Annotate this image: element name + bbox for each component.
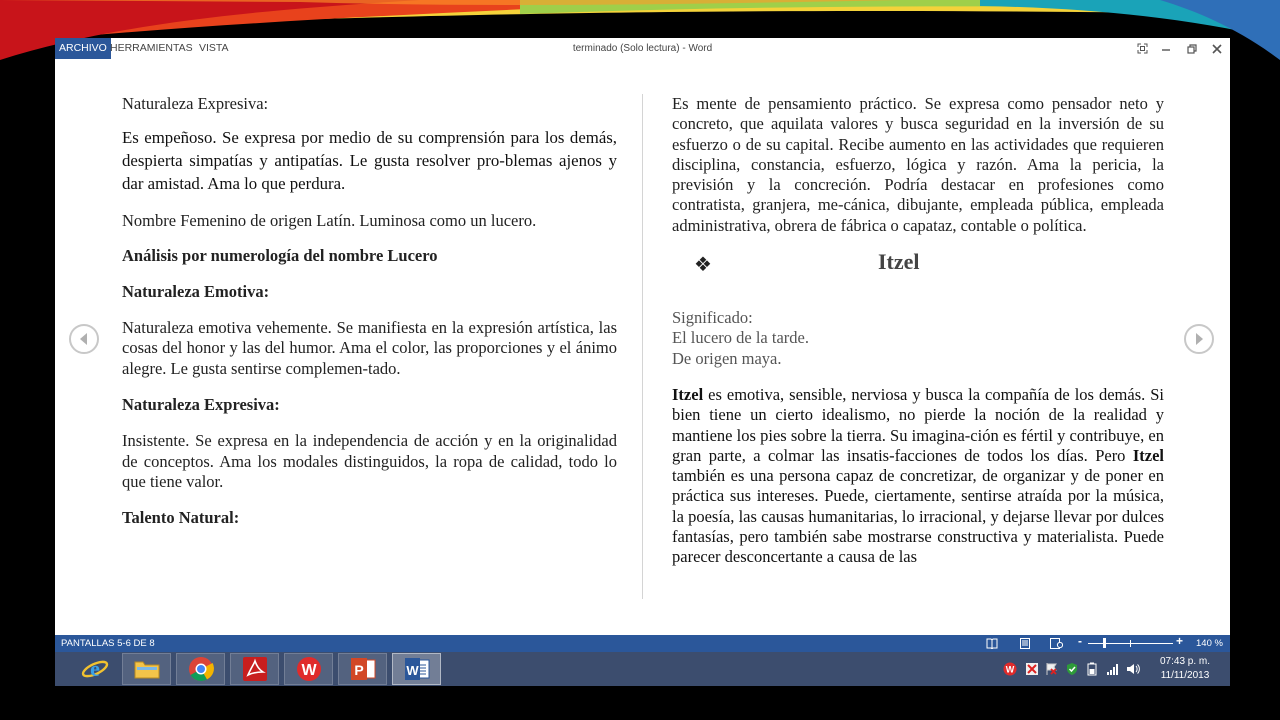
adobe-reader-icon: [242, 656, 268, 682]
paragraph-mente-practica: Es mente de pensamiento práctico. Se expresa como pensador neto y concreto, que aquilata valores y busca seguridad en la inversión de su esfuerzo o de su capital. Recibe aumento en las actividades que requieren disciplina, constancia, esfuerzo, lógica y razón. Ama la pericia, la previsión y la concreción. Podría destacar en profesiones como contratista, granjera, me-cánica, dibujante, empleada pública, empleada administrativa, obrera de fábrica o capataz, contable o política.: [672, 94, 1164, 235]
meaning-label: Significado:: [672, 308, 753, 328]
system-clock[interactable]: [1143, 655, 1227, 683]
heading-naturaleza-expresiva-2: Naturaleza Expresiva:: [122, 395, 280, 415]
name-bold-2: Itzel: [1132, 445, 1164, 465]
window-title-container: [55, 38, 1230, 59]
minimize-icon: [1161, 44, 1171, 54]
zoom-in-button[interactable]: +: [1176, 634, 1184, 648]
power-tray-icon[interactable]: [1085, 662, 1099, 676]
zoom-level[interactable]: 140 %: [1196, 638, 1223, 649]
clock-date: 11/11/2013: [1160, 670, 1210, 681]
name-bold-1: Itzel: [672, 384, 704, 404]
paragraph-emotiva-vehemente: Naturaleza emotiva vehemente. Se manifiesta en la expresión artística, las cosas del honor y las del humor. Ama el color, las proporciones y el ánimo alegre. Le gusta sentirse complemen-tado.: [122, 318, 617, 378]
signal-tray-icon[interactable]: [1106, 662, 1120, 676]
zoom-slider-center-mark: [1130, 640, 1131, 647]
description-part-1: es emotiva, sensible, nerviosa y busca la compañía de los demás. Si bien tiene un cierto idealismo, no pierde la noción de la realidad y mantiene los pies sobre la tierra. Su imagina-ción es fértil y contribuye, en gran parte, a colmar las insatis-facciones de todos los días. Pero: [672, 384, 1164, 465]
svg-text:P: P: [353, 662, 364, 678]
taskbar-chrome[interactable]: [176, 653, 225, 685]
taskbar-file-explorer[interactable]: [122, 653, 171, 685]
chrome-icon: [188, 656, 214, 682]
wps-office-icon: [295, 655, 323, 683]
restore-icon: [1187, 44, 1197, 54]
powerpoint-icon: [349, 656, 377, 682]
minimize-button[interactable]: [1157, 40, 1175, 57]
taskbar-powerpoint[interactable]: [338, 653, 387, 685]
origin-value: De origen maya.: [672, 348, 782, 368]
close-icon: [1212, 44, 1222, 54]
heading-talento-natural: Talento Natural:: [122, 508, 240, 528]
taskbar-internet-explorer[interactable]: [70, 653, 119, 685]
name-heading-row: [672, 250, 1164, 290]
next-screen-button[interactable]: [1184, 324, 1214, 354]
taskbar-word[interactable]: [392, 653, 441, 685]
heading-naturaleza-expresiva: Naturaleza Expresiva:: [122, 94, 269, 113]
page-divider: [642, 94, 643, 599]
clock-time: 07:43 p. m.: [1159, 656, 1211, 667]
heading-naturaleza-emotiva: Naturaleza Emotiva:: [122, 281, 270, 301]
svg-text:e: e: [89, 656, 100, 681]
svg-text:W: W: [300, 662, 317, 679]
zoom-slider-thumb[interactable]: [1103, 638, 1106, 648]
fullscreen-icon: [1137, 43, 1148, 54]
window-title: terminado (Solo lectura) - Word: [572, 43, 713, 54]
flag-tray-icon[interactable]: [1045, 662, 1059, 676]
taskbar-wps-office[interactable]: [284, 653, 333, 685]
description-part-2: también es una persona capaz de concretizar, de organizar y de poner en práctica sus intereses. Puede, ciertamente, sentirse atraída por la música, la poesía, las causas humanitarias, lo irracional, y dejarse llevar por dulces fantasías, pero también sabe mostrarse constructiva y materialista. Puede parecer desconcertante a causa de las: [672, 466, 1164, 567]
wps-tray-icon[interactable]: [1003, 662, 1017, 676]
svg-text:W: W: [1005, 664, 1015, 675]
word-icon: [403, 656, 431, 682]
internet-explorer-icon: [80, 655, 110, 683]
title-bar: [55, 38, 1230, 59]
name-heading-itzel: Itzel: [878, 249, 920, 275]
close-button[interactable]: [1208, 40, 1226, 57]
left-page: [122, 94, 617, 529]
tab-archivo[interactable]: ARCHIVO: [55, 38, 111, 59]
status-bar: [55, 635, 1230, 652]
paragraph-empenoso: Es empeñoso. Se expresa por medio de su comprensión para los demás, despierta simpatías y antipatías. Le gusta resolver pro-blemas ajenos y dar amistad. Ama lo que perdura.: [122, 128, 617, 194]
restore-button[interactable]: [1183, 40, 1201, 57]
web-layout-icon[interactable]: [1050, 638, 1063, 649]
zoom-out-button[interactable]: -: [1078, 634, 1082, 648]
tab-herramientas[interactable]: HERRAMIENTAS: [110, 42, 193, 54]
volume-tray-icon[interactable]: [1126, 662, 1140, 676]
fullscreen-button[interactable]: [1133, 40, 1151, 57]
paragraph-itzel-description: [672, 385, 1164, 568]
folder-icon: [133, 657, 161, 681]
diamond-bullet-icon: ❖: [694, 252, 712, 277]
security-tray-icon[interactable]: [1025, 662, 1039, 676]
shield-tray-icon[interactable]: [1065, 662, 1079, 676]
svg-text:W: W: [405, 663, 419, 678]
read-mode-icon[interactable]: [986, 638, 998, 649]
heading-analisis-lucero: Análisis por numerología del nombre Lucero: [122, 245, 438, 265]
tab-vista[interactable]: VISTA: [199, 42, 229, 54]
paragraph-nombre-femenino: Nombre Femenino de origen Latín. Luminosa como un lucero.: [122, 211, 537, 231]
word-window: [55, 38, 1230, 686]
taskbar: [55, 652, 1230, 686]
previous-screen-button[interactable]: [69, 324, 99, 354]
meaning-value: El lucero de la tarde.: [672, 328, 809, 348]
right-page: [672, 94, 1164, 568]
paragraph-insistente: Insistente. Se expresa en la independencia de acción y en la originalidad de conceptos. Ama los modales distinguidos, la ropa de calidad, todo lo que tiene valor.: [122, 431, 617, 491]
taskbar-adobe-reader[interactable]: [230, 653, 279, 685]
screen-counter[interactable]: PANTALLAS 5-6 DE 8: [61, 638, 155, 649]
print-layout-icon[interactable]: [1019, 638, 1031, 649]
